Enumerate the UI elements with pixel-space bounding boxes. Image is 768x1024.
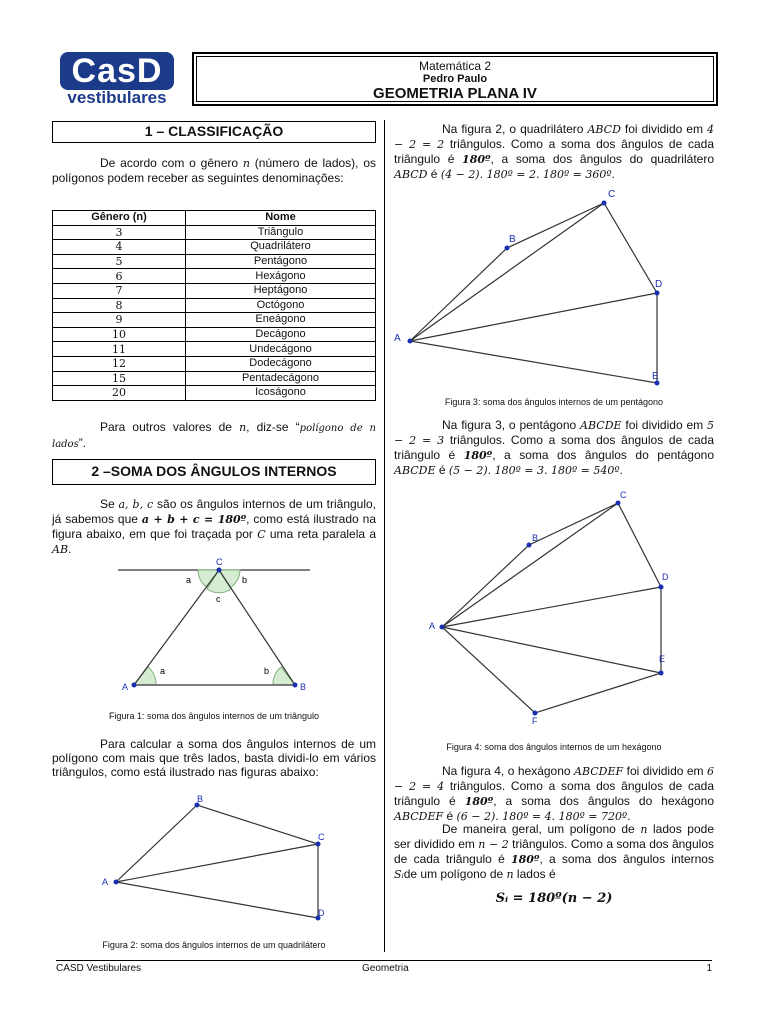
label-d: D [662, 572, 669, 582]
figure-2-caption: Figura 2: soma dos ângulos internos de um quadrilátero [102, 940, 326, 950]
right-paragraph-2: Na figura 3, o pentágono ABCDE foi dividido em 5 − 2 = 3 triângulos. Como a soma dos ângulos de cada triângulo é 180º, a soma dos ângulos do pentágono ABCDE é (5 − 2). 180º = 3. 180º = 540º. [394, 418, 715, 477]
label-e: E [652, 371, 659, 382]
figure-3-pentagon [390, 185, 690, 391]
genus-cell: 5 [53, 254, 186, 269]
name-cell: Octógono [186, 298, 376, 313]
table-row [53, 371, 376, 386]
label-f: F [532, 716, 538, 726]
label-a: A [102, 877, 109, 887]
vertex-b [293, 683, 298, 688]
header-subject: Matemática 2 [418, 59, 492, 73]
table-row [53, 327, 376, 342]
label-a: A [429, 621, 436, 631]
vertex-c [217, 568, 222, 573]
name-cell: Pentadecágono [186, 371, 376, 386]
section-2-paragraph-1: Se a, b, c são os ângulos internos de um triângulo, já sabemos que a + b + c = 180º, como está ilustrado na figura abaixo, em que foi traçada por C uma reta paralela a AB. [52, 497, 377, 556]
label-b: B [509, 234, 516, 245]
label-c: C [216, 557, 223, 567]
genus-cell: 9 [53, 313, 186, 328]
section-2-title: 2 –SOMA DOS ÂNGULOS INTERNOS [52, 459, 376, 485]
genus-cell: 7 [53, 283, 186, 298]
genus-cell: 15 [53, 371, 186, 386]
table-row [53, 269, 376, 284]
figure-3-caption: Figura 3: soma dos ângulos internos de um pentágono [444, 397, 664, 407]
angle-b-base: b [264, 666, 270, 676]
page-footer [56, 960, 712, 977]
page-header [192, 52, 718, 106]
label-c: C [620, 490, 627, 500]
figure-2-quadrilateral [96, 792, 336, 926]
genus-cell: 4 [53, 240, 186, 255]
section-2-paragraph-2: Para calcular a soma dos ângulos internos de um polígono com mais que três lados, basta dividi-lo em vários triângulos, como está ilustrado nas figuras abaixo: [52, 737, 376, 779]
label-c: C [318, 832, 325, 842]
figure-1-caption: Figura 1: soma dos ângulos internos de um triângulo [108, 711, 320, 721]
genus-cell: 11 [53, 342, 186, 357]
label-b: B [532, 533, 539, 543]
table-row [53, 313, 376, 328]
table-header-name: Nome [186, 211, 376, 226]
label-b: B [197, 794, 204, 804]
angle-b-top: b [242, 575, 248, 585]
angle-c: c [216, 594, 221, 604]
table-row [53, 283, 376, 298]
name-cell: Dodecágono [186, 356, 376, 371]
name-cell: Triângulo [186, 225, 376, 240]
header-title: GEOMETRIA PLANA IV [373, 85, 537, 102]
vertex-a [132, 683, 137, 688]
genus-cell: 20 [53, 386, 186, 401]
name-cell: Eneágono [186, 313, 376, 328]
logo-wordmark: CasD [60, 52, 174, 90]
other-values-text: Para outros valores de n, diz-se “polígono de n lados”. [52, 420, 376, 450]
name-cell: Quadrilátero [186, 240, 376, 255]
table-row [53, 298, 376, 313]
angle-a-base: a [160, 666, 166, 676]
right-paragraph-3: Na figura 4, o hexágono ABCDEF foi dividido em 6 − 2 = 4 triângulos. Como a soma dos ângulos de cada triângulo é 180º, a soma dos ângulos do hexágono ABCDEF é (6 − 2). 180º = 4. 180º = 720º. [394, 764, 715, 823]
genus-cell: 8 [53, 298, 186, 313]
genus-cell: 3 [53, 225, 186, 240]
figure-4-caption: Figura 4: soma dos ângulos internos de um hexágono [446, 742, 662, 752]
right-paragraph-1: Na figura 2, o quadrilátero ABCD foi dividido em 4 − 2 = 2 triângulos. Como a soma dos ângulos de cada triângulo é 180º, a soma dos ângulos do quadrilátero ABCD é (4 − 2). 180º = 2. 180º = 360º. [394, 122, 715, 181]
genus-table [52, 210, 376, 401]
casd-logo [56, 52, 178, 106]
label-d: D [655, 279, 663, 290]
footer-page-number: 1 [706, 963, 712, 974]
angle-a-top: a [186, 575, 192, 585]
table-row [53, 356, 376, 371]
right-paragraph-4: De maneira geral, um polígono de n lados pode ser dividido em n − 2 triângulos. Como a soma dos ângulos de cada triângulo é 180º, a soma dos ângulos internos Sᵢde um polígono de n lados é [394, 822, 714, 881]
label-e: E [659, 654, 666, 664]
name-cell: Heptágono [186, 283, 376, 298]
table-row [53, 342, 376, 357]
footer-center: Geometria [362, 963, 409, 974]
figure-4-hexagon [420, 486, 690, 726]
header-author: Pedro Paulo [422, 73, 488, 85]
table-row [53, 240, 376, 255]
logo-subtitle: vestibulares [67, 88, 167, 107]
figure-1-triangle [110, 556, 320, 696]
label-d: D [318, 908, 325, 918]
label-a: A [122, 682, 129, 692]
name-cell: Hexágono [186, 269, 376, 284]
genus-cell: 12 [53, 356, 186, 371]
formula-sum-angles: Sᵢ = 180º(n − 2) [495, 891, 613, 906]
label-a: A [394, 333, 401, 344]
column-divider [384, 120, 385, 952]
name-cell: Pentágono [186, 254, 376, 269]
genus-cell: 10 [53, 327, 186, 342]
name-cell: Decágono [186, 327, 376, 342]
name-cell: Undecágono [186, 342, 376, 357]
footer-left: CASD Vestibulares [56, 963, 142, 974]
section-1-title: 1 – CLASSIFICAÇÃO [52, 121, 376, 143]
table-row [53, 254, 376, 269]
label-b: B [300, 682, 307, 692]
table-row [53, 225, 376, 240]
table-row [53, 386, 376, 401]
label-c: C [608, 189, 616, 200]
table-header-genus: Gênero (n) [53, 211, 186, 226]
name-cell: Icoságono [186, 386, 376, 401]
genus-cell: 6 [53, 269, 186, 284]
section-1-intro: De acordo com o gênero n (número de lados), os polígonos podem receber as seguintes denominações: [52, 156, 376, 185]
